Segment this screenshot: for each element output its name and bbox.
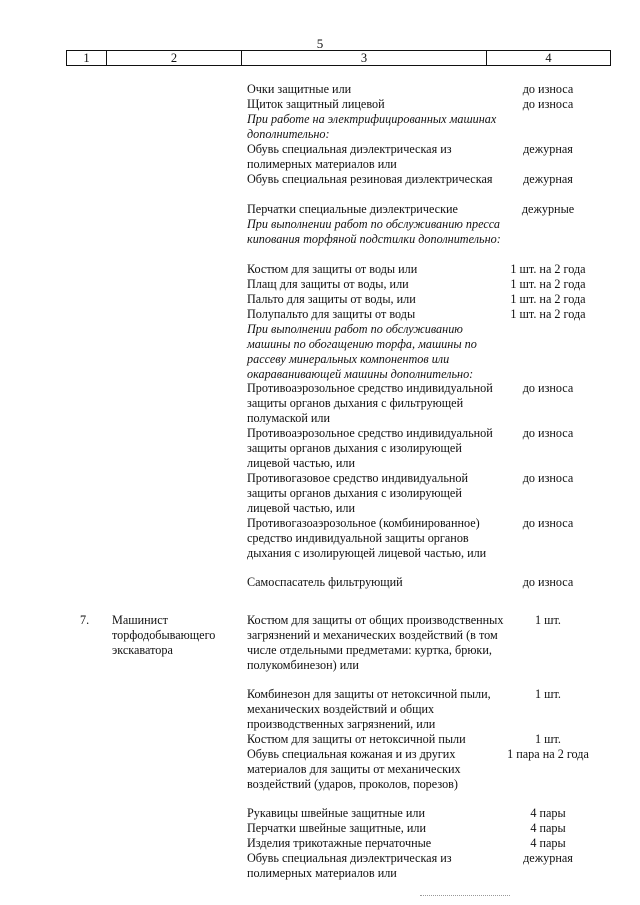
list-item [0, 277, 640, 292]
item-name: Полупальто для защиты от воды [247, 307, 416, 321]
item-name: Противогазоаэрозольное (комбинированное) средство индивидуальной защиты органов дыхания с изолирующей лицевой частью, или [247, 516, 487, 560]
list-item [0, 172, 640, 202]
item-name: Изделия трикотажные перчаточные [247, 836, 432, 850]
item-name: Противоаэрозольное средство индивидуальной защиты органов дыхания с фильтрующей полумаской или [247, 381, 493, 425]
item-norm: 4 пары [530, 821, 566, 835]
item-name: Перчатки швейные защитные, или [247, 821, 427, 835]
entry-number: 7. [80, 613, 90, 627]
profession-name: Машинист торфодобывающего экскаватора [112, 613, 216, 657]
item-norm: 1 шт. на 2 года [510, 277, 586, 291]
item-norm: до износа [522, 381, 574, 395]
item-name: Самоспасатель фильтрующий [247, 575, 403, 589]
column-header-2: 2 [107, 51, 242, 66]
item-norm: 4 пары [530, 806, 566, 820]
note-text: При выполнении работ по обслуживанию пресса кипования торфяной подстилки дополнительно: [247, 217, 501, 246]
list-item [0, 142, 640, 172]
item-norm: 1 шт. [535, 687, 561, 701]
item-norm: 1 шт. [535, 613, 561, 627]
list-item [0, 575, 640, 613]
item-norm: до износа [522, 97, 574, 111]
item-norm: 1 шт. на 2 года [510, 292, 586, 306]
item-norm: 1 шт. на 2 года [510, 262, 586, 276]
item-norm: до износа [522, 516, 574, 530]
scan-artifact [420, 895, 510, 899]
item-name: Рукавицы швейные защитные или [247, 806, 425, 820]
item-name: Перчатки специальные диэлектрические [247, 202, 458, 216]
list-item [0, 202, 640, 217]
list-item [0, 613, 640, 687]
item-name: Обувь специальная диэлектрическая из полимерных материалов или [247, 851, 452, 880]
list-item [0, 732, 640, 747]
item-norm: 1 шт. [535, 732, 561, 746]
note-text: При выполнении работ по обслуживанию машины по обогащению торфа, машины по рассеву минеральных компонентов или окараванивающей машины дополнительно: [247, 322, 477, 381]
column-header-table [66, 50, 611, 66]
list-item [0, 516, 640, 575]
item-norm: дежурные [521, 202, 575, 216]
item-norm: до износа [522, 471, 574, 485]
note-text: При работе на электрифицированных машинах дополнительно: [247, 112, 497, 141]
list-item [0, 836, 640, 851]
item-norm: до износа [522, 82, 574, 96]
section-note [0, 112, 640, 142]
item-norm: до износа [522, 575, 574, 589]
column-header-4: 4 [487, 51, 611, 66]
item-name: Комбинезон для защиты от нетоксичной пыли, механических воздействий и общих производственных загрязнений, или [247, 687, 491, 731]
column-header-1: 1 [67, 51, 107, 66]
item-norm: 1 пара на 2 года [507, 747, 589, 761]
item-name: Пальто для защиты от воды, или [247, 292, 416, 306]
list-item [0, 821, 640, 836]
list-item [0, 292, 640, 307]
list-item [0, 426, 640, 471]
list-item [0, 97, 640, 112]
item-name: Костюм для защиты от общих производственных загрязнений и механических воздействий (в том числе отдельными предметами: куртка, брюки, полукомбинезон) или [247, 613, 504, 672]
item-name: Щиток защитный лицевой [247, 97, 385, 111]
item-norm: 4 пары [530, 836, 566, 850]
list-item [0, 687, 640, 732]
item-name: Противогазовое средство индивидуальной защиты органов дыхания с изолирующей лицевой частью, или [247, 471, 469, 515]
list-item [0, 262, 640, 277]
item-norm: дежурная [523, 172, 573, 186]
list-item [0, 747, 640, 806]
list-item [0, 381, 640, 426]
item-name: Противоаэрозольное средство индивидуальной защиты органов дыхания с изолирующей лицевой частью, или [247, 426, 493, 470]
column-header-3: 3 [242, 51, 487, 66]
item-name: Костюм для защиты от воды или [247, 262, 418, 276]
list-item [0, 82, 640, 97]
norms-list [0, 82, 640, 881]
page-number: 5 [316, 36, 324, 51]
section-note [0, 322, 640, 381]
item-norm: 1 шт. на 2 года [510, 307, 586, 321]
item-name: Обувь специальная диэлектрическая из полимерных материалов или [247, 142, 452, 171]
list-item [0, 471, 640, 516]
list-item [0, 307, 640, 322]
item-name: Плащ для защиты от воды, или [247, 277, 409, 291]
item-name: Обувь специальная резиновая диэлектрическая [247, 172, 493, 186]
item-name: Костюм для защиты от нетоксичной пыли [247, 732, 466, 746]
item-norm: до износа [522, 426, 574, 440]
item-norm: дежурная [523, 142, 573, 156]
list-item [0, 806, 640, 821]
list-item [0, 851, 640, 881]
item-name: Обувь специальная кожаная и из других материалов для защиты от механических воздействий (ударов, проколов, порезов) [247, 747, 461, 791]
item-name: Очки защитные или [247, 82, 352, 96]
item-norm: дежурная [523, 851, 573, 865]
section-note [0, 217, 640, 262]
